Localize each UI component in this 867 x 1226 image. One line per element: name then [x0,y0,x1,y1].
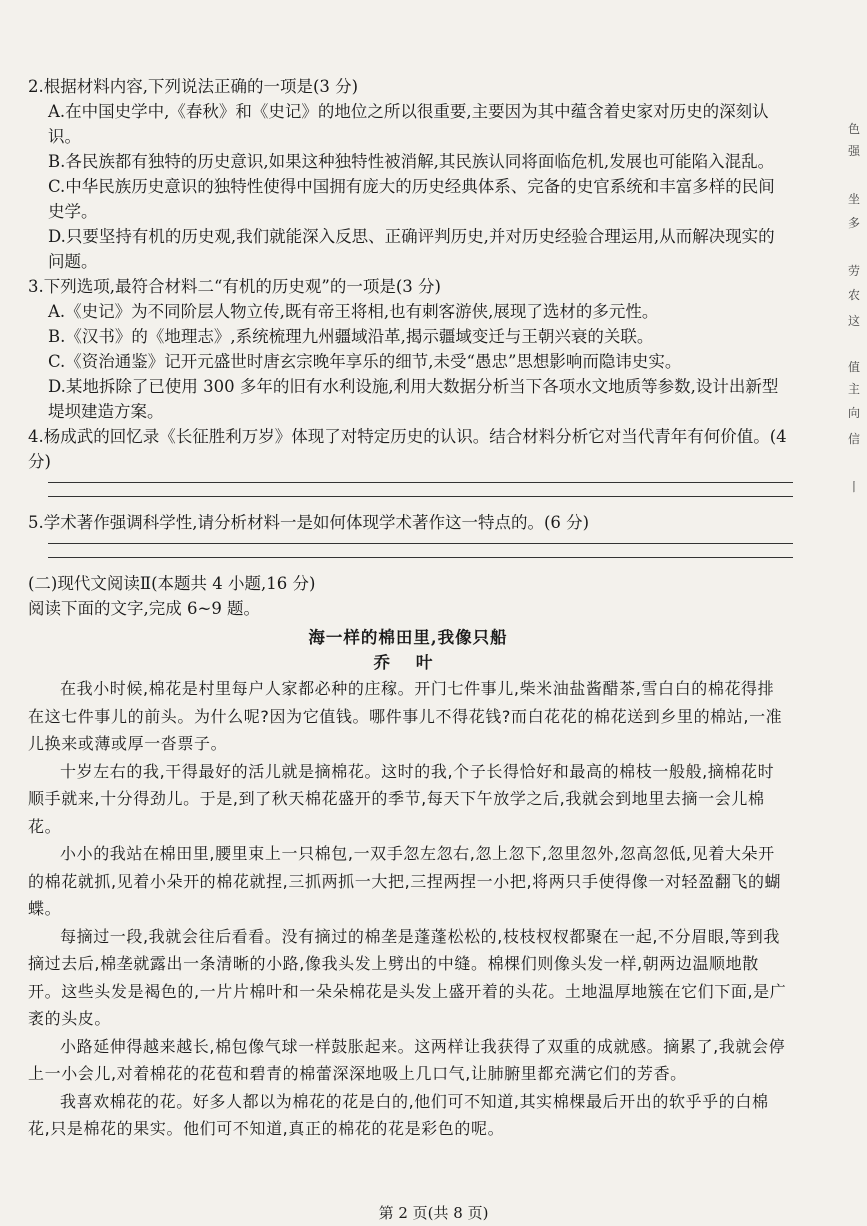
answer-area[interactable] [48,482,788,497]
answer-line [48,496,793,497]
reading-section [28,571,788,1143]
answer-line [48,557,793,558]
article-author: 乔 叶 [373,653,443,672]
question-4-stem: 4.杨成武的回忆录《长征胜利万岁》体现了对特定历史的认识。结合材料分析它对当代青年有何价值。(4 分) [28,427,787,471]
option-b: B.《汉书》的《地理志》,系统梳理九州疆域沿革,揭示疆域变迁与王朝兴衰的关联。 [48,327,654,346]
article-paragraph: 我喜欢棉花的花。好多人都以为棉花的花是白的,他们可不知道,其实棉棵最后开出的软乎乎的白棉花,只是棉花的果实。他们可不知道,真正的棉花的花是彩色的呢。 [28,1091,769,1138]
section-instruction: 阅读下面的文字,完成 6~9 题。 [28,599,261,618]
section-heading: (二)现代文阅读Ⅱ(本题共 4 小题,16 分) [28,574,316,593]
answer-line [48,482,793,483]
edge-char: 坐 [848,192,861,206]
question-2-stem: 2.根据材料内容,下列说法正确的一项是(3 分) [28,77,359,96]
question-4 [28,424,788,497]
edge-char: 多 [848,216,861,230]
article-paragraph: 在我小时候,棉花是村里每户人家都必种的庄稼。开门七件事儿,柴米油盐酱醋茶,雪白白的棉花得排在这七件事儿的前头。为什么呢?因为它值钱。哪件事儿不得花钱?而白花花的棉花送到乡里的棉站,一准儿换来或薄或厚一沓票子。 [28,679,783,753]
article-title: 海一样的棉田里,我像只船 [308,628,508,647]
edge-char: 值 [848,360,861,374]
edge-char: 农 [848,288,861,302]
option-d: D.只要坚持有机的历史观,我们就能深入反思、正确评判历史,并对历史经验合理运用,从而解决现实的问题。 [48,227,775,271]
edge-char: 向 [848,406,861,420]
edge-char: 信 [848,432,861,446]
edge-char: 劳 [848,264,861,278]
question-5 [28,510,788,558]
option-d: D.某地拆除了已使用 300 多年的旧有水利设施,利用大数据分析当下各项水文地质等参数,设计出新型堤坝建造方案。 [48,377,779,421]
article-paragraph: 十岁左右的我,干得最好的活儿就是摘棉花。这时的我,个子长得恰好和最高的棉枝一般般,摘棉花时顺手就来,十分得劲儿。于是,到了秋天棉花盛开的季节,每天下午放学之后,我就会到地里去摘一会儿棉花。 [28,761,775,836]
article-paragraph: 每摘过一段,我就会往后看看。没有摘过的棉垄是蓬蓬松松的,枝枝杈杈都聚在一起,不分眉眼,等到我摘过去后,棉垄就露出一条清晰的小路,像我头发上劈出的中缝。棉棵们则像头发一样,朝两边温顺地散开。这些头发是褐色的,一片片棉叶和一朵朵棉花是头发上盛开着的头花。土地温厚地簇在它们下面,是广袤的头皮。 [28,926,787,1028]
option-b: B.各民族都有独特的历史意识,如果这种独特性被消解,其民族认同将面临危机,发展也可能陷入混乱。 [48,152,775,171]
page-content [28,74,788,1143]
answer-line [48,543,793,544]
edge-char: 色 [848,122,861,136]
edge-char: 丨 [848,480,861,494]
page-number: 第 2 页(共 8 页) [378,1204,489,1222]
option-c: C.《资治通鉴》记开元盛世时唐玄宗晚年享乐的细节,未受“愚忠”思想影响而隐讳史实。 [48,352,682,371]
option-a: A.《史记》为不同阶层人物立传,既有帝王将相,也有刺客游侠,展现了选材的多元性。 [48,302,659,321]
answer-area[interactable] [48,543,788,558]
article-paragraph: 小路延伸得越来越长,棉包像气球一样鼓胀起来。这两样让我获得了双重的成就感。摘累了,我就会停上一小会儿,对着棉花的花苞和碧青的棉蕾深深地吸上几口气,让肺腑里都充满它们的芳香。 [28,1036,786,1083]
edge-char: 这 [848,314,861,328]
question-3-stem: 3.下列选项,最符合材料二“有机的历史观”的一项是(3 分) [28,277,441,296]
article-paragraph: 小小的我站在棉田里,腰里束上一只棉包,一双手忽左忽右,忽上忽下,忽里忽外,忽高忽低,见着大朵开的棉花就抓,见着小朵开的棉花就捏,三抓两抓一大把,三捏两捏一小把,将两只手使得像一对轻盈翻飞的蝴蝶。 [28,844,782,918]
edge-char: 强 [848,144,861,158]
edge-char: 主 [848,382,861,396]
question-2 [28,74,788,274]
option-a: A.在中国史学中,《春秋》和《史记》的地位之所以很重要,主要因为其中蕴含着史家对历史的深刻认识。 [48,102,769,146]
option-c: C.中华民族历史意识的独特性使得中国拥有庞大的历史经典体系、完备的史官系统和丰富多样的民间史学。 [48,177,775,221]
question-5-stem: 5.学术著作强调科学性,请分析材料一是如何体现学术著作这一特点的。(6 分) [28,513,590,532]
question-3 [28,274,788,424]
